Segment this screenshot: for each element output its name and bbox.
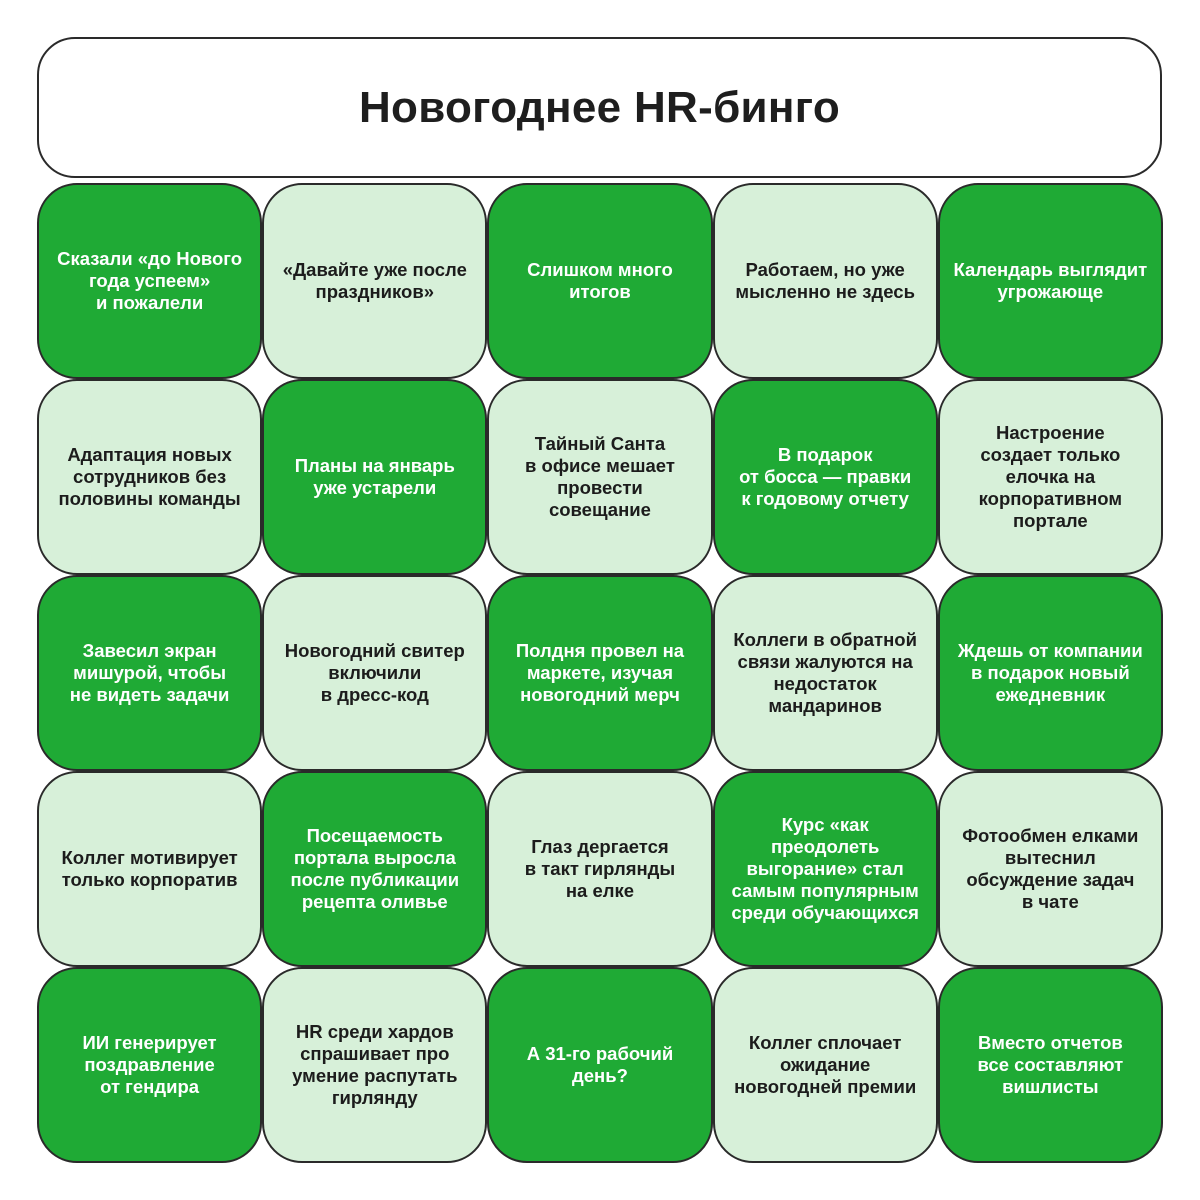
bingo-cell[interactable]: В подарок от босса — правки к годовому отчету [713,379,938,575]
bingo-cell[interactable]: Адаптация новых сотрудников без половины команды [37,379,262,575]
bingo-cell[interactable]: Тайный Санта в офисе мешает провести совещание [487,379,712,575]
bingo-cell[interactable]: HR среди хардов спрашивает про умение распутать гирлянду [262,967,487,1163]
bingo-grid [37,183,1163,1163]
bingo-cell[interactable]: Коллеги в обратной связи жалуются на недостаток мандаринов [713,575,938,771]
bingo-cell[interactable]: Планы на январь уже устарели [262,379,487,575]
bingo-cell[interactable]: Фотообмен елками вытеснил обсуждение задач в чате [938,771,1163,967]
bingo-cell[interactable]: Ждешь от компании в подарок новый ежедневник [938,575,1163,771]
page-title: Новогоднее HR-бинго [358,82,841,132]
bingo-cell[interactable]: Посещаемость портала выросла после публикации рецепта оливье [262,771,487,967]
bingo-cell[interactable]: ИИ генерирует поздравление от гендира [37,967,262,1163]
bingo-cell[interactable]: Новогодний свитер включили в дресс-код [262,575,487,771]
bingo-cell[interactable]: Коллег мотивирует только корпоратив [37,771,262,967]
bingo-cell[interactable]: Вместо отчетов все составляют вишлисты [938,967,1163,1163]
bingo-cell[interactable]: Настроение создает только елочка на корпоративном портале [938,379,1163,575]
bingo-cell[interactable]: Курс «как преодолеть выгорание» стал самым популярным среди обучающихся [713,771,938,967]
bingo-cell[interactable]: Полдня провел на маркете, изучая новогодний мерч [487,575,712,771]
bingo-cell[interactable]: Работаем, но уже мысленно не здесь [713,183,938,379]
bingo-cell[interactable]: Слишком много итогов [487,183,712,379]
bingo-cell[interactable]: Глаз дергается в такт гирлянды на елке [487,771,712,967]
bingo-cell[interactable]: «Давайте уже после праздников» [262,183,487,379]
bingo-cell[interactable]: Календарь выглядит угрожающе [938,183,1163,379]
title-banner [37,37,1162,178]
bingo-cell[interactable]: Сказали «до Нового года успеем» и пожалели [37,183,262,379]
bingo-cell[interactable]: Завесил экран мишурой, чтобы не видеть задачи [37,575,262,771]
bingo-cell[interactable]: А 31-го рабочий день? [487,967,712,1163]
bingo-cell[interactable]: Коллег сплочает ожидание новогодней премии [713,967,938,1163]
